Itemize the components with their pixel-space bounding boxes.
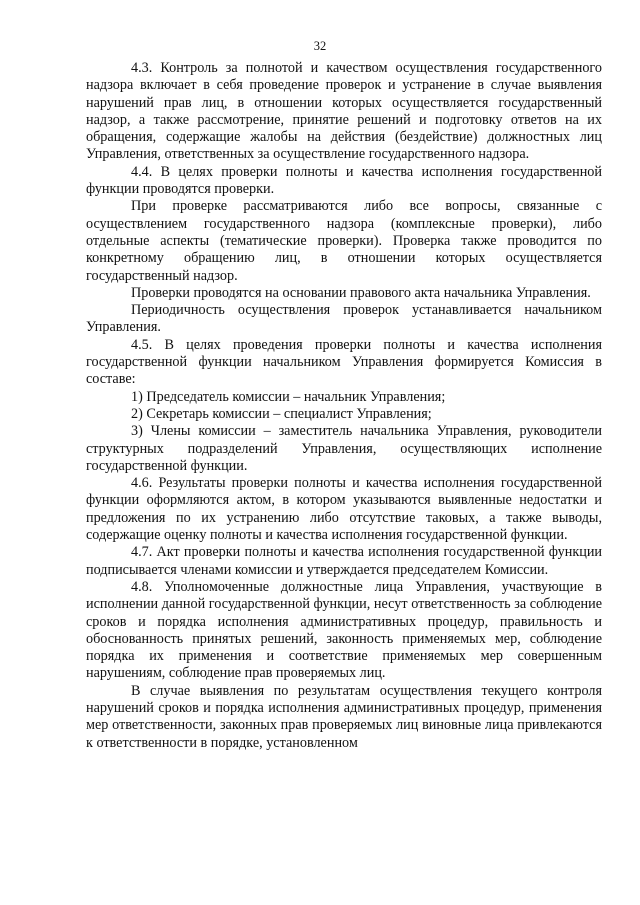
- paragraph-inspection-scope: При проверке рассматриваются либо все вопросы, связанные с осуществлением государственного надзора (комплексные проверки), либо отдельные аспекты (тематические проверки). Проверка также проводится по конкретному обращению лиц, в отношении которых осуществляется государственный надзор.: [86, 198, 602, 284]
- list-item-members: 3) Члены комиссии – заместитель начальника Управления, руководители структурных подразделений Управления, осуществляющих исполнение государственной функции.: [86, 423, 602, 474]
- paragraph-inspection-basis: Проверки проводятся на основании правового акта начальника Управления.: [131, 284, 591, 301]
- paragraph-4-6: 4.6. Результаты проверки полноты и качества исполнения государственной функции оформляются актом, в котором указываются выявленные недостатки и предложения по их устранению либо отсутствие таковых, а также выводы, содержащие оценку полноты и качества исполнения государственной функции.: [86, 475, 602, 544]
- paragraph-inspection-frequency: Периодичность осуществления проверок устанавливается начальником Управления.: [86, 302, 602, 336]
- document-body: [86, 60, 602, 752]
- paragraph-4-5: 4.5. В целях проведения проверки полноты и качества исполнения государственной функции начальником Управления формируется Комиссия в составе:: [86, 336, 602, 388]
- list-item-secretary: 2) Секретарь комиссии – специалист Управления;: [131, 405, 432, 422]
- paragraph-4-7: 4.7. Акт проверки полноты и качества исполнения государственной функции подписывается членами комиссии и утверждается председателем Комиссии.: [86, 544, 602, 578]
- paragraph-4-4: 4.4. В целях проверки полноты и качества исполнения государственной функции проводятся проверки.: [86, 163, 602, 198]
- list-item-chairman: 1) Председатель комиссии – начальник Управления;: [131, 388, 446, 405]
- paragraph-violations: В случае выявления по результатам осуществления текущего контроля нарушений сроков и порядка исполнения административных процедур, применения мер ответственности, законных прав проверяемых лиц виновные лица привлекаются к ответственности в порядке, установленном: [86, 682, 602, 751]
- page-number: 32: [313, 39, 327, 53]
- paragraph-4-3: 4.3. Контроль за полнотой и качеством осуществления государственного надзора включает в себя проведение проверок и устранение в случае выявления нарушений прав лиц, в отношении которых осуществляется государственный надзор, а также рассмотрение, принятие решений и подготовку ответов на их обращения, содержащие жалобы на действия (бездействие) должностных лиц Управления, ответственных за осуществление государственного надзора.: [86, 60, 602, 163]
- paragraph-4-8: 4.8. Уполномоченные должностные лица Управления, участвующие в исполнении данной государственной функции, несут ответственность за соблюдение сроков и порядка исполнения административных процедур, правильность и обоснованность принятых решений, законность применяемых мер, соблюдение порядка их применения и соответствие применяемых мер совершенным нарушениям, соблюдение прав проверяемых лиц.: [86, 578, 602, 682]
